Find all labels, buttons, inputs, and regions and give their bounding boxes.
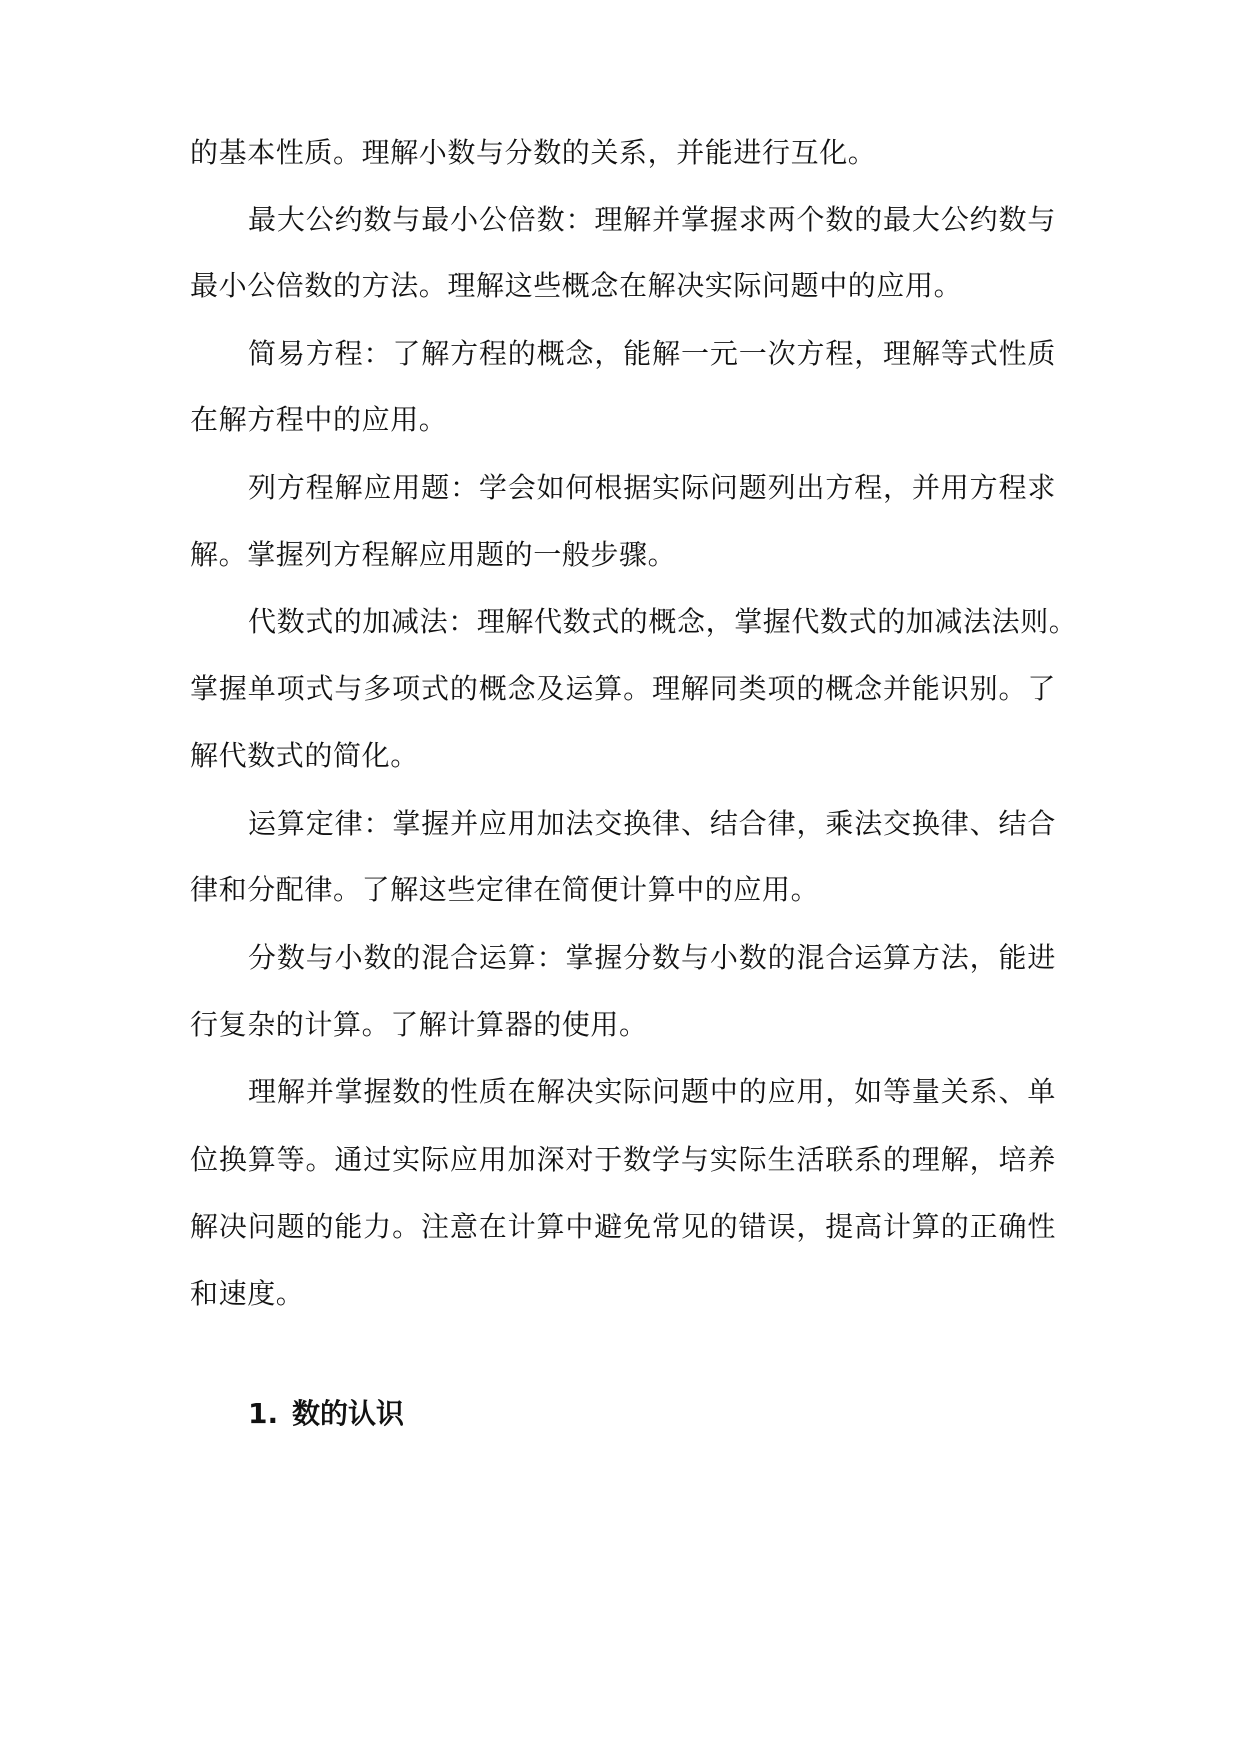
text-line: 的基本性质。理解小数与分数的关系，并能进行互化。 [190, 136, 877, 169]
text-line: 最小公倍数的方法。理解这些概念在解决实际问题中的应用。 [190, 269, 963, 302]
section-number: 1. [248, 1397, 279, 1430]
section-title: 数的认识 [292, 1397, 405, 1430]
text-line: 列方程解应用题：学会如何根据实际问题列出方程，并用方程求 [248, 471, 1056, 504]
text-line: 解。掌握列方程解应用题的一般步骤。 [190, 538, 677, 571]
text-line: 理解并掌握数的性质在解决实际问题中的应用，如等量关系、单 [248, 1075, 1056, 1108]
text-line: 和速度。 [190, 1277, 305, 1310]
text-line: 行复杂的计算。了解计算器的使用。 [190, 1008, 648, 1041]
text-line: 掌握单项式与多项式的概念及运算。理解同类项的概念并能识别。了 [190, 672, 1056, 705]
text-line: 代数式的加减法：理解代数式的概念，掌握代数式的加减法法则。 [248, 605, 1078, 638]
text-line: 位换算等。通过实际应用加深对于数学与实际生活联系的理解，培养 [190, 1143, 1056, 1176]
text-line: 运算定律：掌握并应用加法交换律、结合律，乘法交换律、结合 [248, 807, 1056, 840]
text-line: 解决问题的能力。注意在计算中避免常见的错误，提高计算的正确性 [190, 1210, 1056, 1243]
text-line: 分数与小数的混合运算：掌握分数与小数的混合运算方法，能进 [248, 941, 1056, 974]
text-line: 简易方程：了解方程的概念，能解一元一次方程，理解等式性质 [248, 337, 1056, 370]
section-heading [248, 1394, 404, 1434]
text-line: 在解方程中的应用。 [190, 403, 448, 436]
text-line: 最大公约数与最小公倍数：理解并掌握求两个数的最大公约数与 [248, 203, 1056, 236]
text-line: 律和分配律。了解这些定律在简便计算中的应用。 [190, 873, 820, 906]
text-line: 解代数式的简化。 [190, 739, 419, 772]
